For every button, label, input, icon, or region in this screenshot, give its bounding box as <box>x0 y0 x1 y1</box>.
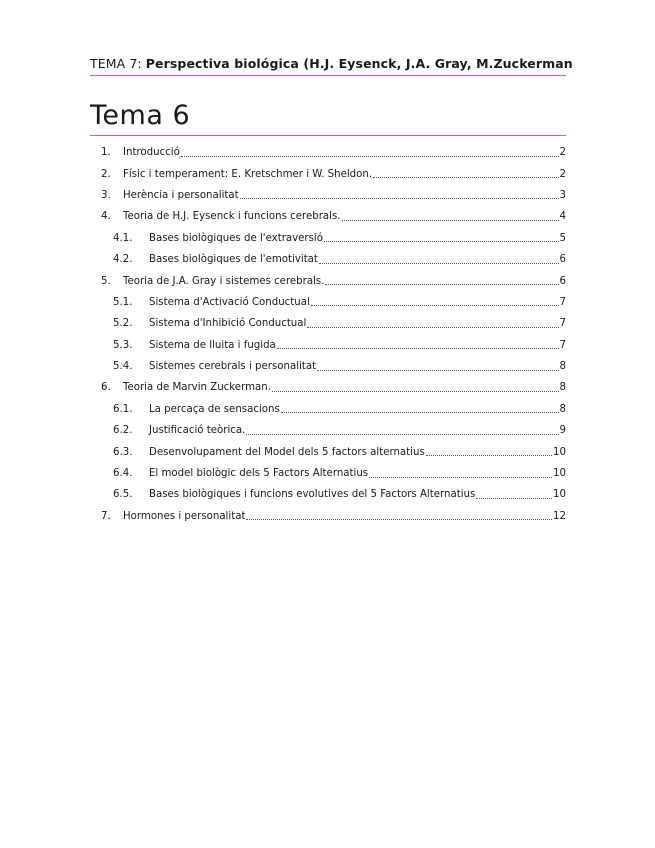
toc-entry-page: 10 <box>553 468 566 480</box>
toc-entry-number: 4.1. <box>113 232 133 244</box>
toc-dot-leader <box>246 433 558 435</box>
toc-entry-label: La percaça de sensacions <box>149 403 280 415</box>
toc-dot-leader <box>426 454 552 456</box>
toc-entry[interactable] <box>90 441 566 462</box>
toc-entry-number: 2. <box>101 168 111 180</box>
toc-dot-leader <box>319 262 559 264</box>
table-of-contents <box>90 142 566 527</box>
toc-entry[interactable] <box>90 163 566 184</box>
page-title: Tema 6 <box>90 100 191 131</box>
toc-entry[interactable] <box>90 313 566 334</box>
toc-entry-number: 6.4. <box>113 468 133 480</box>
toc-entry-page: 3 <box>559 189 566 201</box>
toc-entry-page: 8 <box>559 382 566 394</box>
toc-entry-label: Introducció <box>123 147 180 159</box>
toc-entry-label: Físic i temperament: E. Kretschmer i W. Sheldon. <box>123 168 373 180</box>
toc-dot-leader <box>324 240 559 242</box>
toc-dot-leader <box>272 390 559 392</box>
toc-dot-leader <box>246 518 552 520</box>
toc-dot-leader <box>369 476 552 478</box>
toc-entry[interactable] <box>90 356 566 377</box>
toc-entry-label: Herència i personalitat <box>123 189 239 201</box>
toc-entry-label: Justificació teòrica. <box>149 425 246 437</box>
toc-entry-number: 5. <box>101 275 111 287</box>
toc-dot-leader <box>311 304 559 306</box>
toc-entry-number: 7. <box>101 510 111 522</box>
running-header <box>90 56 573 71</box>
toc-entry[interactable] <box>90 270 566 291</box>
toc-dot-leader <box>342 219 559 221</box>
toc-entry[interactable] <box>90 377 566 398</box>
toc-entry[interactable] <box>90 228 566 249</box>
toc-entry-label: Teoria de Marvin Zuckerman. <box>123 382 271 394</box>
toc-entry[interactable] <box>90 142 566 163</box>
toc-entry-label: El model biològic dels 5 Factors Alternatius <box>149 468 369 480</box>
toc-entry-number: 5.1. <box>113 296 133 308</box>
toc-entry-page: 10 <box>553 489 566 501</box>
title-divider <box>90 135 566 136</box>
toc-entry-label: Desenvolupament del Model dels 5 factors alternatius <box>149 446 425 458</box>
toc-entry-label: Teoria de H.J. Eysenck i funcions cerebrals. <box>123 211 341 223</box>
toc-entry-label: Bases biològiques de l'emotivitat <box>149 254 318 266</box>
toc-entry-page: 10 <box>553 446 566 458</box>
toc-dot-leader <box>476 497 552 499</box>
toc-entry[interactable] <box>90 185 566 206</box>
toc-entry-label: Sistema d'Activació Conductual <box>149 296 310 308</box>
toc-dot-leader <box>325 283 558 285</box>
toc-entry-number: 5.3. <box>113 339 133 351</box>
toc-entry-page: 6 <box>559 275 566 287</box>
header-prefix: TEMA 7: <box>90 56 146 71</box>
toc-entry-number: 4.2. <box>113 254 133 266</box>
header-divider <box>90 75 566 76</box>
toc-entry-number: 4. <box>101 211 111 223</box>
toc-dot-leader <box>307 326 558 328</box>
toc-entry-page: 5 <box>559 232 566 244</box>
toc-entry-label: Sistemes cerebrals i personalitat <box>149 361 317 373</box>
toc-entry-page: 7 <box>559 296 566 308</box>
toc-entry-label: Bases biològiques i funcions evolutives del 5 Factors Alternatius <box>149 489 476 501</box>
toc-entry[interactable] <box>90 292 566 313</box>
toc-entry[interactable] <box>90 399 566 420</box>
toc-entry-page: 2 <box>559 168 566 180</box>
toc-dot-leader <box>281 411 559 413</box>
toc-entry-number: 5.2. <box>113 318 133 330</box>
toc-entry-label: Teoria de J.A. Gray i sistemes cerebrals. <box>123 275 325 287</box>
toc-entry[interactable] <box>90 335 566 356</box>
toc-dot-leader <box>277 347 559 349</box>
toc-entry-page: 7 <box>559 318 566 330</box>
toc-entry-page: 12 <box>553 510 566 522</box>
toc-entry[interactable] <box>90 484 566 505</box>
toc-entry[interactable] <box>90 420 566 441</box>
toc-entry-number: 6.3. <box>113 446 133 458</box>
toc-entry-label: Sistema d'Inhibició Conductual <box>149 318 307 330</box>
toc-dot-leader <box>240 197 559 199</box>
toc-entry[interactable] <box>90 506 566 527</box>
header-title: Perspectiva biológica (H.J. Eysenck, J.A. Gray, M.Zuckerman <box>145 56 573 71</box>
toc-entry[interactable] <box>90 206 566 227</box>
toc-entry-page: 8 <box>559 403 566 415</box>
toc-entry-page: 6 <box>559 254 566 266</box>
toc-entry-number: 6. <box>101 382 111 394</box>
toc-entry-page: 7 <box>559 339 566 351</box>
toc-entry-label: Hormones i personalitat <box>123 510 246 522</box>
toc-dot-leader <box>317 369 558 371</box>
toc-entry-page: 9 <box>559 425 566 437</box>
toc-entry-page: 4 <box>559 211 566 223</box>
toc-entry-number: 6.5. <box>113 489 133 501</box>
toc-entry[interactable] <box>90 463 566 484</box>
toc-entry[interactable] <box>90 249 566 270</box>
toc-entry-number: 3. <box>101 189 111 201</box>
toc-entry-label: Sistema de lluita i fugida <box>149 339 276 351</box>
toc-entry-page: 2 <box>559 147 566 159</box>
toc-entry-number: 6.2. <box>113 425 133 437</box>
toc-dot-leader <box>181 155 559 157</box>
toc-entry-label: Bases biològiques de l'extraversió <box>149 232 323 244</box>
toc-entry-number: 6.1. <box>113 403 133 415</box>
toc-entry-page: 8 <box>559 361 566 373</box>
toc-entry-number: 5.4. <box>113 361 133 373</box>
toc-entry-number: 1. <box>101 147 111 159</box>
toc-dot-leader <box>373 176 558 178</box>
